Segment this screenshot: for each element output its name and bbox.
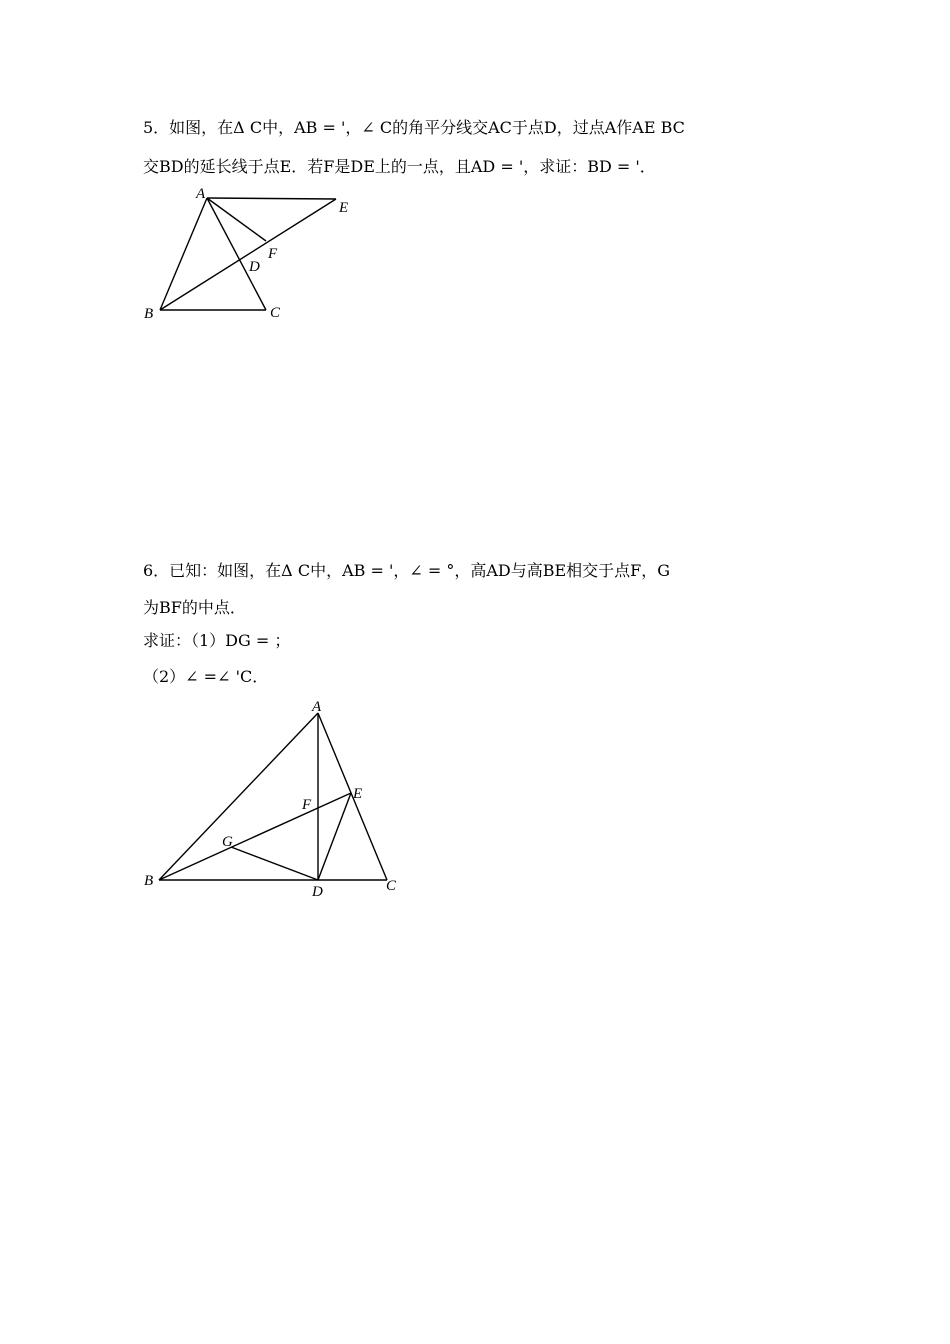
label-d: D: [312, 884, 323, 900]
label-b: B: [144, 873, 154, 889]
label-d: D: [249, 259, 260, 275]
label-a: A: [196, 186, 206, 202]
problem6-line4: （2）∠ =∠ 'C．: [143, 667, 269, 686]
label-g: G: [222, 834, 233, 850]
problem6-line3: 求证：（1）DG = ；: [143, 631, 291, 650]
label-e: E: [339, 200, 349, 216]
segment-be: [159, 793, 351, 880]
label-e: E: [353, 786, 363, 802]
problem6-line1: 6．已知：如图，在Δ C中，AB = '，∠ = °，高AD与高BE相交于点F，G: [143, 561, 671, 580]
segment-gd: [231, 847, 318, 880]
label-f: F: [302, 797, 312, 813]
problem5-line1: 5．如图，在Δ C中，AB = '，∠ C的角平分线交AC于点D，过点A作AE BC: [143, 118, 685, 137]
problem5-line2: 交BD的延长线于点E．若F是DE上的一点，且AD = '，求证：BD = '．: [143, 157, 656, 176]
segment-ab: [159, 713, 318, 880]
label-b: B: [144, 306, 154, 322]
label-a: A: [312, 699, 322, 715]
label-c: C: [386, 878, 397, 894]
label-f: F: [268, 246, 278, 262]
label-c: C: [270, 305, 281, 321]
problem6-line2: 为BF的中点．: [143, 598, 246, 617]
